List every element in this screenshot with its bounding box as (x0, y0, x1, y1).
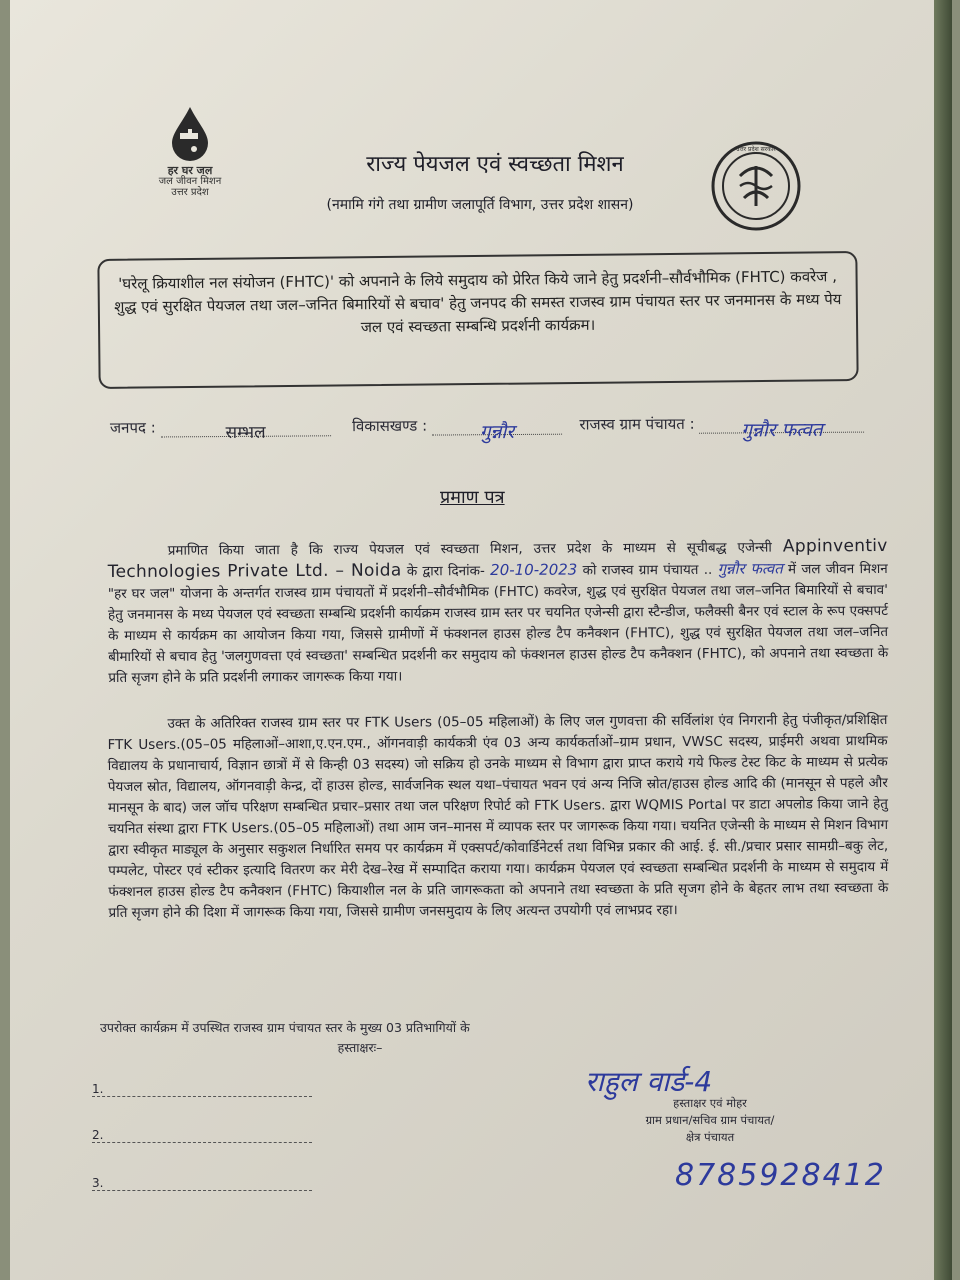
signatory-block (610, 1095, 810, 1146)
participants-line-2: हस्ताक्षरः– (337, 1040, 383, 1055)
logo-line-2: जल जीवन मिशन (158, 176, 222, 187)
para1-to-gp: को राजस्व ग्राम पंचायत .. (582, 561, 713, 579)
certificate-heading: प्रमाण पत्र (440, 487, 505, 508)
har-ghar-jal-logo (140, 105, 240, 198)
logo-line-1: हर घर जल (167, 164, 213, 177)
block-value: गुन्नौर (479, 421, 515, 444)
participant-signature-1 (92, 1082, 312, 1097)
signatory-line-2: ग्राम प्रधान/सचिव ग्राम पंचायत/ (645, 1113, 775, 1127)
participant-signature-3 (92, 1176, 312, 1191)
district-field (161, 419, 331, 444)
background-edge (934, 0, 952, 1280)
certificate-page (10, 0, 952, 1280)
signatory-line-1: हस्ताक्षर एवं मोहर (673, 1096, 747, 1110)
para1-gp-handwritten: गुन्नौर फत्वत (717, 559, 783, 578)
participant-signature-2 (92, 1128, 312, 1143)
up-government-emblem (710, 140, 802, 232)
event-date: 20-10-2023 (490, 560, 578, 580)
para1-by-date: के द्वारा दिनांक- (406, 563, 485, 580)
emblem-text: उत्तर प्रदेश सरकार (736, 146, 776, 153)
para1-intro: प्रमाणित किया जाता है कि राज्य पेयजल एवं स्वच्छता मिशन, उत्तर प्रदेश के माध्यम से सूचीबद्ध एजेन्सी (167, 539, 772, 559)
para2-text: उक्त के अतिरिक्त राजस्व ग्राम स्तर पर FTK Users (05–05 महिलाओं) के लिए जल गुणवत्ता की सर्विलांश एंव निगरानी हेतु पंजीकृत/प्रशिक्षित FTK Users.(05–05 महिलाओं–आशा,ए.एन.एम., ऑगनवाड़ी कार्यकत्री एंव 03 अन्य कार्यकर्ताओं–ग्राम प्रधान, VWSC सदस्य, प्राईमरी अथवा प्राथमिक विद्यालय के प्रधानाचार्य, विज्ञान छात्रों में से किन्ही 03 सदस्य) जो सक्रिय हो उनके माध्यम से विभाग द्वारा प्राप्त कराये गये फिल्ड टेस्ट किट के माध्यम से प्रत्येक पेयजल स्रोत, विद्यालय, ऑगनवाड़ी केन्द्र, दों हाउस होल्ड, सार्वजनिक स्थल यथा–पंचायत भवन एवं अन्य निजि स्रोत/हाउस होल्ड आदि की (मानसून से पहले और मानसून के बाद) जल जॉच परिक्षण सम्बन्धित प्रचार–प्रसार तथा जल परिक्षण रिपोर्ट को FTK Users. द्वारा WQMIS Portal पर डाटा अपलोड किया जाने हेतु चयनित संस्था द्वारा FTK Users.(05–05 महिलाओं) तथा आम जन–मानस में व्यापक स्तर पर जागरूक किया गया। चयनित एजेन्सी के माध्यम से मिशन विभाग द्वारा स्वीकृत माड्यूल के अनुसार सकुशल निर्धारित समय पर कार्यक्रम में एक्सपर्ट/कोवार्डिनेटर्स तथा विभिन्न प्रकार की आई. ई. सी./प्रचार प्रसार सामग्री–बकु लेट, पम्पलेट, पोस्टर एवं स्टीकर इत्यादि वितरण कर मेरी देख–रेख में सम्पादित कराया गया। कार्यक्रम पेयजल एवं स्वच्छता सम्बन्धित प्रदर्शनी के माध्यम से समुदाय में फंक्शनल हाउस होल्ड टैप कनैक्शन (FHTC) कियाशील नल के प्रति जागरूकता को अपनाने तथा स्वच्छता के प्रति सृजग होने के बेहतर लाभ तथा स्वच्छता के प्रति सृजग होने की दिशा में जागरूक किया गया, जिससे ग्रामीण जनसमुदाय के लिए अत्यन्त उपयोगी एवं लाभप्रद रहा। (107, 711, 889, 922)
gp-field (699, 416, 864, 442)
participant-number-1: 1. (92, 1082, 104, 1096)
participants-line-1: उपरोक्त कार्यक्रम में उपस्थित राजस्व ग्राम पंचायत स्तर के मुख्य 03 प्रतिभागियों के (100, 1020, 470, 1035)
logo-line-3: उत्तर प्रदेश (171, 187, 209, 198)
participant-number-3: 3. (92, 1176, 104, 1190)
water-tap-drop-icon (168, 105, 212, 161)
signatory-line-3: क्षेत्र पंचायत (685, 1130, 735, 1144)
gp-value: गुन्नौर फत्वत (741, 418, 823, 442)
participant-number-2: 2. (92, 1128, 104, 1142)
participants-heading (100, 1018, 620, 1058)
certificate-paragraph-2 (107, 710, 888, 924)
department-subtitle: (नमामि गंगे तथा ग्रामीण जलापूर्ति विभाग, उत्तर प्रदेश शासन) (326, 197, 634, 213)
district-value: सम्भल (225, 422, 266, 444)
certificate-paragraph-1 (108, 536, 889, 689)
gp-label: राजस्व ग्राम पंचायत : (579, 414, 695, 434)
handwritten-signature: राहुल वार्ड-4 (585, 1065, 713, 1098)
district-label: जनपद : (109, 418, 156, 437)
location-fields (109, 412, 920, 444)
block-label: विकासखण्ड : (352, 416, 428, 436)
block-field (432, 418, 562, 444)
para1-rest: में जल जीवन मिशन "हर घर जल" योजना के अन्तर्गत राजस्व ग्राम पंचायतों में प्रदर्शनी–सौर्वभौमिक (FHTC) कवरेज, शुद्ध एवं सुरक्षित पेयजल तथा जल–जनित बिमारियों से बचाव' हेतु जनमानस के मध्य पेयजल एवं स्वच्छता सम्बन्धि प्रदर्शनी कार्यक्रम राजस्व ग्राम स्तर पर चयनित एजेन्सी द्वारा स्टैन्डीज, फलैक्सी बैनर एवं स्टाल के रूप एक्सपर्ट के माध्यम से कार्यक्रम का आयोजन किया गया, जिससे ग्रामीणों में फंक्शनल हाउस होल्ड टैप कनैक्शन (FHTC), शुद्ध एवं सुरक्षित पेयजल तथा जल–जनित बीमारियों से बचाव हेतु 'जलगुणवत्ता एवं स्वच्छता' सम्बन्धित प्रदर्शनी कर समुदाय को फंक्शनल हाउस होल्ड टैप कनैक्शन (FHTC), को अपनाने तथा स्वच्छता के प्रति सृजग होने के प्रति प्रदर्शनी लगाकर जागरूक किया गया। (107, 560, 889, 687)
department-title: राज्य पेयजल एवं स्वच्छता मिशन (366, 152, 624, 177)
program-title-box: 'घरेलू क्रियाशील नल संयोजन (FHTC)' को अपनाने के लिये समुदाय को प्रेरित किये जाने हेतु प्रदर्शनी–सौर्वभौमिक (FHTC) कवरेज , शुद्ध एवं सुरक्षित पेयजल तथा जल–जनित बिमारियों से बचाव' हेतु जनपद की समस्त राजस्व ग्राम पंचायत स्तर पर जनमानस के मध्य पेय जल एवं स्वच्छता सम्बन्धि प्रदर्शनी कार्यक्रम। (97, 251, 858, 389)
handwritten-phone-number: 8785928412 (675, 1158, 886, 1193)
agency-name: Appinventiv Technologies Private Ltd. – Noida (107, 535, 888, 583)
